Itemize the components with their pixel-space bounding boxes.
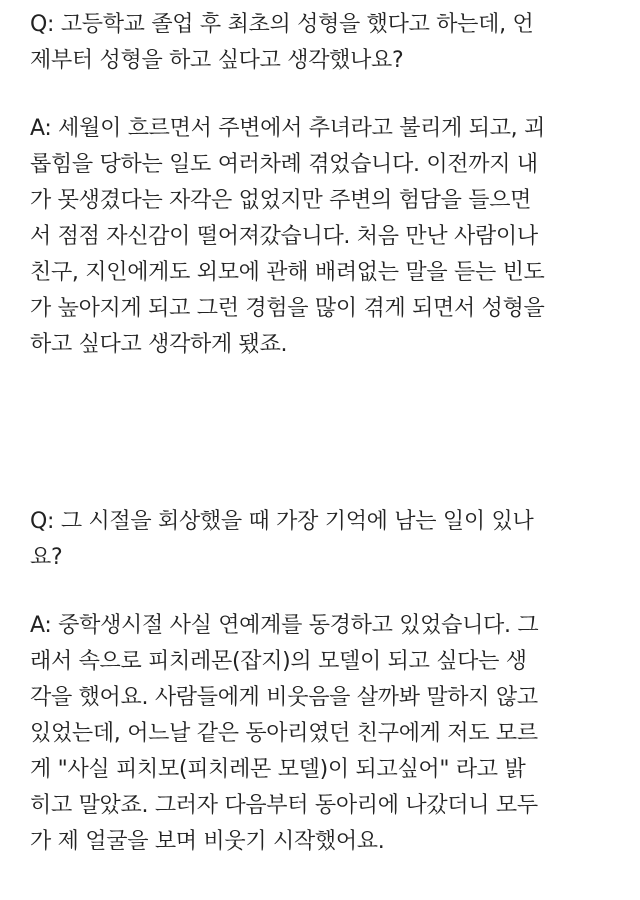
answer-2-line: 히고 말았죠. 그러자 다음부터 동아리에 나갔더니 모두 — [30, 793, 538, 818]
answer-1-line: 하고 싶다고 생각하게 됐죠. — [30, 332, 288, 357]
question-1 — [30, 7, 533, 79]
answer-1-line: 가 못생겼다는 자각은 없었지만 주변의 험담을 들으면 — [30, 188, 532, 213]
answer-1-line: 가 높아지게 되고 그런 경험을 많이 겪게 되면서 성형을 — [30, 296, 545, 321]
answer-1-line: A: 세월이 흐르면서 주변에서 추녀라고 불리게 되고, 괴 — [30, 116, 546, 141]
answer-1 — [30, 111, 545, 363]
answer-2-line: 가 제 얼굴을 보며 비웃기 시작했어요. — [30, 829, 385, 854]
answer-2-line: 게 "사실 피치모(피치레몬 모델)이 되고싶어" 라고 밝 — [30, 757, 526, 782]
question-2-line: 요? — [30, 545, 63, 570]
answer-2-line: A: 중학생시절 사실 연예계를 동경하고 있었습니다. 그 — [30, 613, 539, 638]
answer-1-line: 롭힘을 당하는 일도 여러차례 겪었습니다. 이전까지 내 — [30, 152, 538, 177]
question-2-line: Q: 그 시절을 회상했을 때 가장 기억에 남는 일이 있나 — [30, 509, 534, 534]
question-1-line: 제부터 성형을 하고 싶다고 생각했나요? — [30, 48, 404, 73]
answer-2-line: 있었는데, 어느날 같은 동아리였던 친구에게 저도 모르 — [30, 721, 538, 746]
answer-2-line: 각을 했어요. 사람들에게 비웃음을 살까봐 말하지 않고 — [30, 685, 538, 710]
answer-1-line: 친구, 지인에게도 외모에 관해 배려없는 말을 듣는 빈도 — [30, 260, 545, 285]
answer-2-line: 래서 속으로 피치레몬(잡지)의 모델이 되고 싶다는 생 — [30, 649, 527, 674]
answer-1-line: 서 점점 자신감이 떨어져갔습니다. 처음 만난 사람이나 — [30, 224, 538, 249]
question-1-line: Q: 고등학교 졸업 후 최초의 성형을 했다고 하는데, 언 — [30, 12, 534, 37]
question-2 — [30, 504, 533, 576]
answer-2 — [30, 608, 538, 860]
